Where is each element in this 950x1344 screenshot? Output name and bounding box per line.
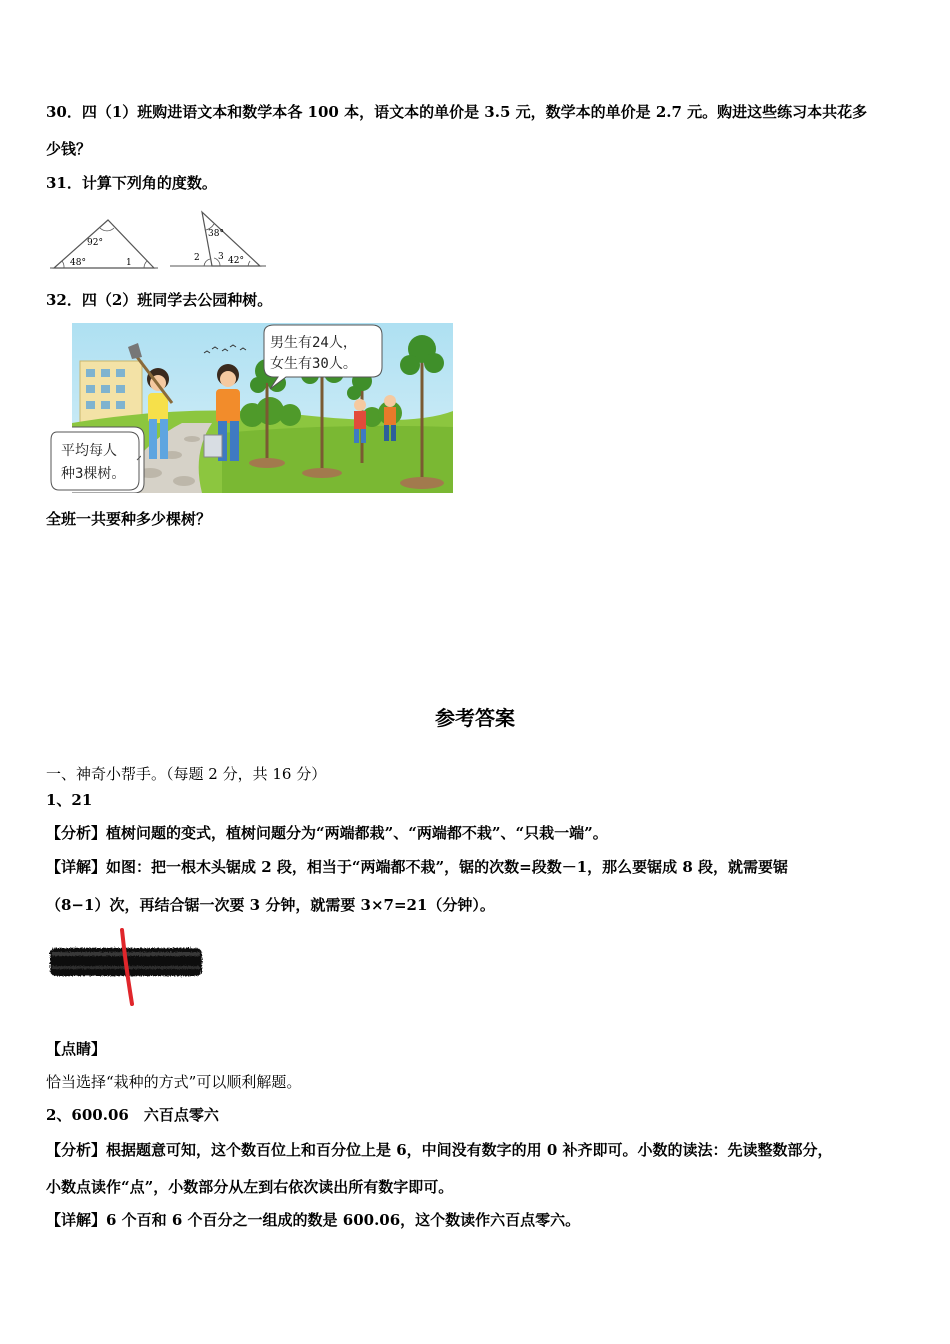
answer-1-detail-line1: 【详解】如图：把一根木头锯成 2 段，相当于“两端都不栽”，锯的次数=段数－1，那么要锯成 8 段，就需要锯 [46, 858, 789, 876]
q32-bubble-girls: 女生有30人。 [270, 356, 357, 372]
answer-2-analysis-line2: 小数点读作“点”，小数部分从左到右依次读出所有数字即可。 [46, 1178, 454, 1196]
q31-fig2-angle-3: 3 [218, 252, 224, 262]
q32-bubble-plan-line2: 种3棵树。 [61, 466, 126, 482]
answer-2-detail: 【详解】6 个百和 6 个百分之一组成的数是 600.06，这个数读作六百点零六。 [46, 1211, 581, 1229]
q31-fig1-top-angle: 92° [87, 238, 103, 248]
answer-1: 1、21 [46, 791, 93, 809]
q32-bubble-boys: 男生有24人， [270, 335, 357, 351]
answer-1-tip-label: 【点睛】 [46, 1040, 107, 1058]
saw-log-figure [46, 928, 206, 1008]
answers-title: 参考答案 [435, 706, 515, 730]
q32-bubble-plan [49, 430, 141, 494]
answer-1-analysis: 【分析】植树问题的变式，植树问题分为“两端都栽”、“两端都不栽”、“只栽一端”。 [46, 824, 608, 842]
q31-triangle-2 [168, 208, 268, 272]
q31-fig2-right-angle: 42° [228, 256, 244, 266]
section1-heading: 一、神奇小帮手。（每题 2 分，共 16 分） [46, 765, 327, 783]
q30-text-line1: 30．四（1）班购进语文本和数学本各 100 本，语文本的单价是 3.5 元，数学本的单价是 2.7 元。购进这些练习本共花多 [46, 103, 868, 121]
q31-fig1-right-angle: 1 [126, 258, 132, 268]
q31-fig2-angle-2: 2 [194, 253, 200, 263]
answer-2: 2、600.06 六百点零六 [46, 1106, 219, 1124]
answer-1-detail-line2: （8−1）次，再结合锯一次要 3 分钟，就需要 3×7=21（分钟）。 [46, 896, 495, 914]
q32-text: 32．四（2）班同学去公园种树。 [46, 291, 273, 309]
q31-fig1-left-angle: 48° [70, 258, 86, 268]
q30-text-line2: 少钱？ [46, 140, 92, 158]
q31-triangle-1 [50, 214, 158, 272]
answer-1-tip: 恰当选择“栽种的方式”可以顺利解题。 [46, 1073, 302, 1091]
answer-2-analysis-line1: 【分析】根据题意可知，这个数百位上和百分位上是 6，中间没有数字的用 0 补齐即可。小数的读法：先读整数部分， [46, 1141, 833, 1159]
q31-fig2-top-angle: 38° [208, 229, 224, 239]
q32-question: 全班一共要种多少棵树？ [46, 510, 212, 528]
q32-bubble-plan-line1: 平均每人 [61, 443, 117, 459]
q31-text: 31．计算下列角的度数。 [46, 174, 217, 192]
